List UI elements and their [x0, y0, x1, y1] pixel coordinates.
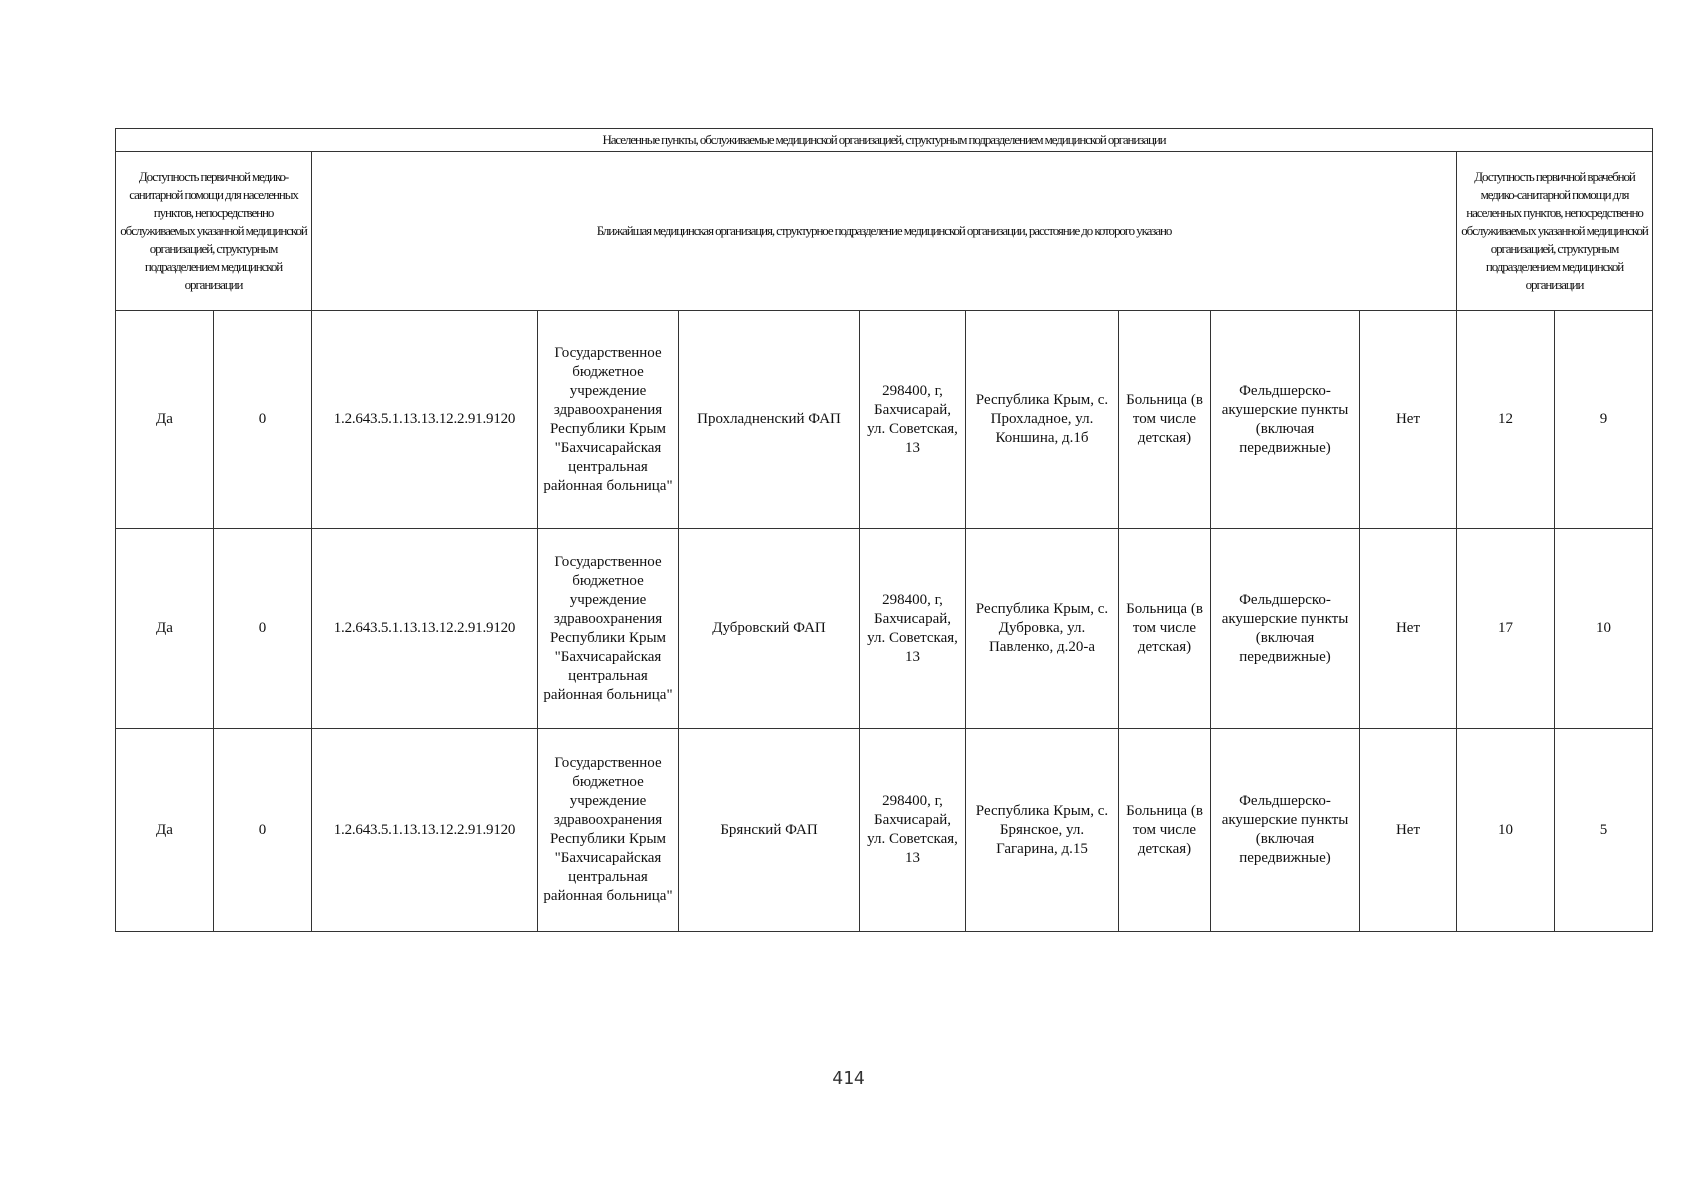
cell-oid: 1.2.643.5.1.13.13.12.2.91.9120 [312, 729, 538, 932]
header-nearest-organization: Ближайшая медицинская организация, структурное подразделение медицинской организации, расстояние до которого указано [312, 152, 1457, 311]
table-header-row [116, 152, 1653, 311]
table-row [116, 529, 1653, 729]
cell-org-type: Больница (в том числе детская) [1119, 311, 1211, 529]
cell-unit-address: Республика Крым, с. Прохладное, ул. Коншина, д.1б [966, 311, 1119, 529]
cell-doctor-available: Нет [1360, 729, 1457, 932]
cell-org-type: Больница (в том числе детская) [1119, 529, 1211, 729]
cell-available: Да [116, 529, 214, 729]
cell-organization: Государственное бюджетное учреждение здравоохранения Республики Крым "Бахчисарайская центральная районная больница" [538, 529, 679, 729]
cell-distance: 0 [214, 729, 312, 932]
cell-unit-address: Республика Крым, с. Брянское, ул. Гагарина, д.15 [966, 729, 1119, 932]
cell-unit-type: Фельдшерско-акушерские пункты (включая передвижные) [1211, 729, 1360, 932]
cell-doctor-available: Нет [1360, 529, 1457, 729]
cell-value-1: 17 [1457, 529, 1555, 729]
header-availability: Доступность первичной медико-санитарной помощи для населенных пунктов, непосредственно обслуживаемых указанной медицинской организацией, структурным подразделением медицинской организации [116, 152, 312, 311]
cell-org-type: Больница (в том числе детская) [1119, 729, 1211, 932]
cell-unit: Брянский ФАП [679, 729, 860, 932]
settlements-table [115, 128, 1653, 932]
cell-org-address: 298400, г, Бахчисарай, ул. Советская, 13 [860, 311, 966, 529]
cell-value-2: 5 [1555, 729, 1653, 932]
page-number: 414 [832, 1068, 865, 1089]
table-row [116, 311, 1653, 529]
cell-value-2: 9 [1555, 311, 1653, 529]
cell-distance: 0 [214, 311, 312, 529]
header-doctor-availability: Доступность первичной врачебной медико-санитарной помощи для населенных пунктов, непосредственно обслуживаемых указанной медицинской организацией, структурным подразделением медицинской организации [1457, 152, 1653, 311]
cell-unit-type: Фельдшерско-акушерские пункты (включая передвижные) [1211, 311, 1360, 529]
table-row [116, 729, 1653, 932]
cell-org-address: 298400, г, Бахчисарай, ул. Советская, 13 [860, 729, 966, 932]
cell-available: Да [116, 311, 214, 529]
cell-org-address: 298400, г, Бахчисарай, ул. Советская, 13 [860, 529, 966, 729]
cell-unit: Дубровский ФАП [679, 529, 860, 729]
cell-distance: 0 [214, 529, 312, 729]
cell-organization: Государственное бюджетное учреждение здравоохранения Республики Крым "Бахчисарайская центральная районная больница" [538, 311, 679, 529]
table-title: Населенные пункты, обслуживаемые медицинской организацией, структурным подразделением медицинской организации [116, 129, 1653, 152]
table-title-row [116, 129, 1653, 152]
cell-oid: 1.2.643.5.1.13.13.12.2.91.9120 [312, 529, 538, 729]
cell-organization: Государственное бюджетное учреждение здравоохранения Республики Крым "Бахчисарайская центральная районная больница" [538, 729, 679, 932]
cell-value-2: 10 [1555, 529, 1653, 729]
cell-value-1: 10 [1457, 729, 1555, 932]
cell-available: Да [116, 729, 214, 932]
cell-unit-address: Республика Крым, с. Дубровка, ул. Павленко, д.20-а [966, 529, 1119, 729]
cell-doctor-available: Нет [1360, 311, 1457, 529]
cell-unit-type: Фельдшерско-акушерские пункты (включая передвижные) [1211, 529, 1360, 729]
cell-value-1: 12 [1457, 311, 1555, 529]
cell-oid: 1.2.643.5.1.13.13.12.2.91.9120 [312, 311, 538, 529]
cell-unit: Прохладненский ФАП [679, 311, 860, 529]
